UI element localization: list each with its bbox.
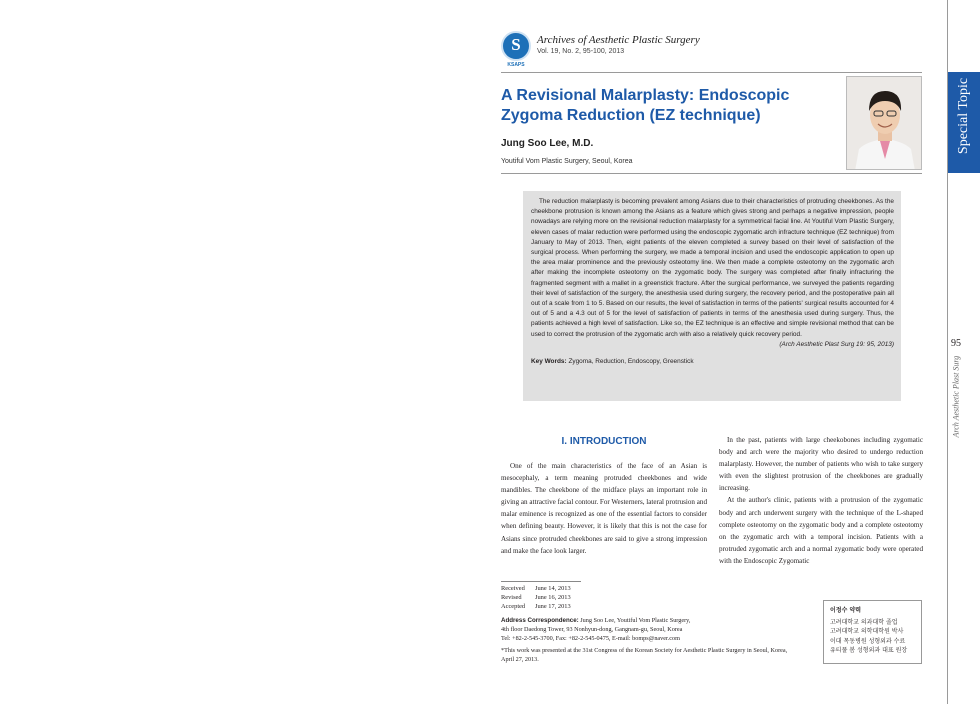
special-topic-tab bbox=[948, 72, 980, 173]
body-column-right bbox=[719, 434, 923, 567]
date-row bbox=[501, 593, 581, 602]
profile-line: 이대 목동병원 성형외과 수료 bbox=[830, 637, 906, 645]
article-dates bbox=[501, 581, 581, 611]
body-paragraph: At the author's clinic, patients with a protrusion of the zygomatic body and arch underwent surgery with the technique of the L-shaped complete osteotomy on the zygomatic body and a complete osteotomy on the zygomatic arch with a temporal incision. Patients with a protruded zygomatic arch and a normal zygomatic body were operated with the Endoscopic Zygomatic bbox=[719, 496, 923, 565]
profile-line: 고려대학교 의학대학원 박사 bbox=[830, 628, 904, 636]
correspondence-label: Address Correspondence: bbox=[501, 617, 579, 624]
abstract-text: The reduction malarplasty is becoming prevalent among Asians due to their characteristics of protruding cheekbones. As the cheekbone protrusion is known among the Asians as a feature which gives strong and perhaps a negative impression, people nowadays are relying more on the revisional reduction malarplasty for a symmetrical facial line. At Youtiful Vom Plastic Surgery, eleven cases of malar reduction were performed using the endoscopic zygomatic arch infracture technique (EZ technique) from January to May of 2013. Then, eight patients of the eleven completed a survey based on their level of satisfaction of the surgical process. When performing the surgery, we made a temporal incision and used the endoscopic application to open up the area malar prominence and the previously osteotomy line. We then made a complete osteotomy on the zygomatic arch after making the incomplete osteotomy on the zygomatic body. The surgery was completed after finally infracturing the fragmented segment with a mallet in a greenstick fracture. After the surgical performance, we surveyed the patients regarding their level of satisfaction of the surgery, the anesthesia used during surgery, the recovery period, and the postoperative pain all out of a scale from 1 to 5. Based on our results, the level of satisfaction in terms of the patients' surgical results accounted for 4 out of 5 and a 4.3 out of 5 for the level of satisfaction of patients in terms of the anesthesia used during surgery. Thus, the patients achieved a high level of satisfaction. Like so, the EZ technique is an effective and simple revisional method that can be used to correct the protrusion of the zygomatic arch with also a relatively quick recovery period. bbox=[531, 198, 894, 338]
date-label: Received bbox=[501, 585, 525, 592]
keywords-list: Zygoma, Reduction, Endoscopy, Greenstick bbox=[568, 357, 694, 365]
logo-subtext: KSAPS bbox=[507, 62, 525, 68]
abstract-citation: (Arch Aesthetic Plast Surg 19: 95, 2013) bbox=[779, 340, 894, 348]
correspondence bbox=[501, 616, 801, 643]
section-heading-introduction: I. INTRODUCTION bbox=[561, 436, 647, 447]
body-paragraph: In the past, patients with large cheekobones including zygomatic body and arch were the majority who desired to undergo reduction malarplasty. However, the number of patients who wish to take surgery with even the slightest protrusion of the cheekbones are gradually increasing. bbox=[719, 436, 923, 493]
profile-line: 유티풀 봄 성형외과 대표 원장 bbox=[830, 646, 908, 654]
author-profile-box bbox=[823, 600, 922, 664]
journal-volume: Vol. 19, No. 2, 95-100, 2013 bbox=[537, 48, 625, 55]
page-number: 95 bbox=[951, 338, 961, 349]
date-row bbox=[501, 584, 581, 593]
author-affiliation: Youtiful Vom Plastic Surgery, Seoul, Korea bbox=[501, 158, 633, 165]
date-value: June 14, 2013 bbox=[535, 585, 571, 592]
running-head: Arch Aesthetic Plast Surg bbox=[951, 355, 961, 438]
date-label: Accepted bbox=[501, 603, 526, 610]
abstract-box bbox=[523, 191, 901, 401]
profile-line: 고려대학교 의과대학 졸업 bbox=[830, 619, 898, 627]
author-name: Jung Soo Lee, M.D. bbox=[501, 138, 594, 149]
title-rule bbox=[501, 173, 922, 174]
journal-logo bbox=[501, 31, 531, 68]
date-value: June 17, 2013 bbox=[535, 603, 571, 610]
presentation-note: *This work was presented at the 31st Congress of the Korean Society for Aesthetic Plastic Surgery in Seoul, Korea, April 27, 2013. bbox=[501, 647, 788, 663]
date-value: June 16, 2013 bbox=[535, 594, 571, 601]
correspondence-line: Jung Soo Lee, Youtiful Vom Plastic Surgery, bbox=[580, 617, 691, 624]
special-topic-label: Special Topic bbox=[956, 77, 971, 155]
keywords-label: Key Words: bbox=[531, 357, 567, 365]
author-photo bbox=[846, 76, 922, 170]
header-rule bbox=[501, 72, 922, 73]
body-column-left: One of the main characteristics of the face of an Asian is mesocephaly, a term meaning protruded cheekbones and wide mandibles. The cheekbone of the midface plays an important role in giving an attractive facial contour. For Westerners, lateral protrusion and malar eminence is recognized as one of the essential factors to consider when defining beauty. However, it is likely that this is not the case for Asians since protruded cheekbones are said to give a strong impression and make the face look larger. bbox=[501, 462, 707, 555]
journal-name: Archives of Aesthetic Plastic Surgery bbox=[537, 34, 700, 46]
date-label: Revised bbox=[501, 594, 522, 601]
correspondence-line: Tel: +82-2-545-3700, Fax: +82-2-545-0475, E-mail: bomps@naver.com bbox=[501, 635, 680, 642]
keywords bbox=[531, 357, 894, 367]
logo-letter: S bbox=[511, 35, 521, 54]
article-title: A Revisional Malarplasty: Endoscopic Zygoma Reduction (EZ technique) bbox=[501, 87, 790, 124]
profile-heading: 이정수 약력 bbox=[830, 607, 862, 614]
date-row bbox=[501, 602, 581, 611]
correspondence-line: 4th floor Daedong Tower, 93 Nonhyun-dong, Gangnam-gu, Seoul, Korea bbox=[501, 626, 683, 633]
